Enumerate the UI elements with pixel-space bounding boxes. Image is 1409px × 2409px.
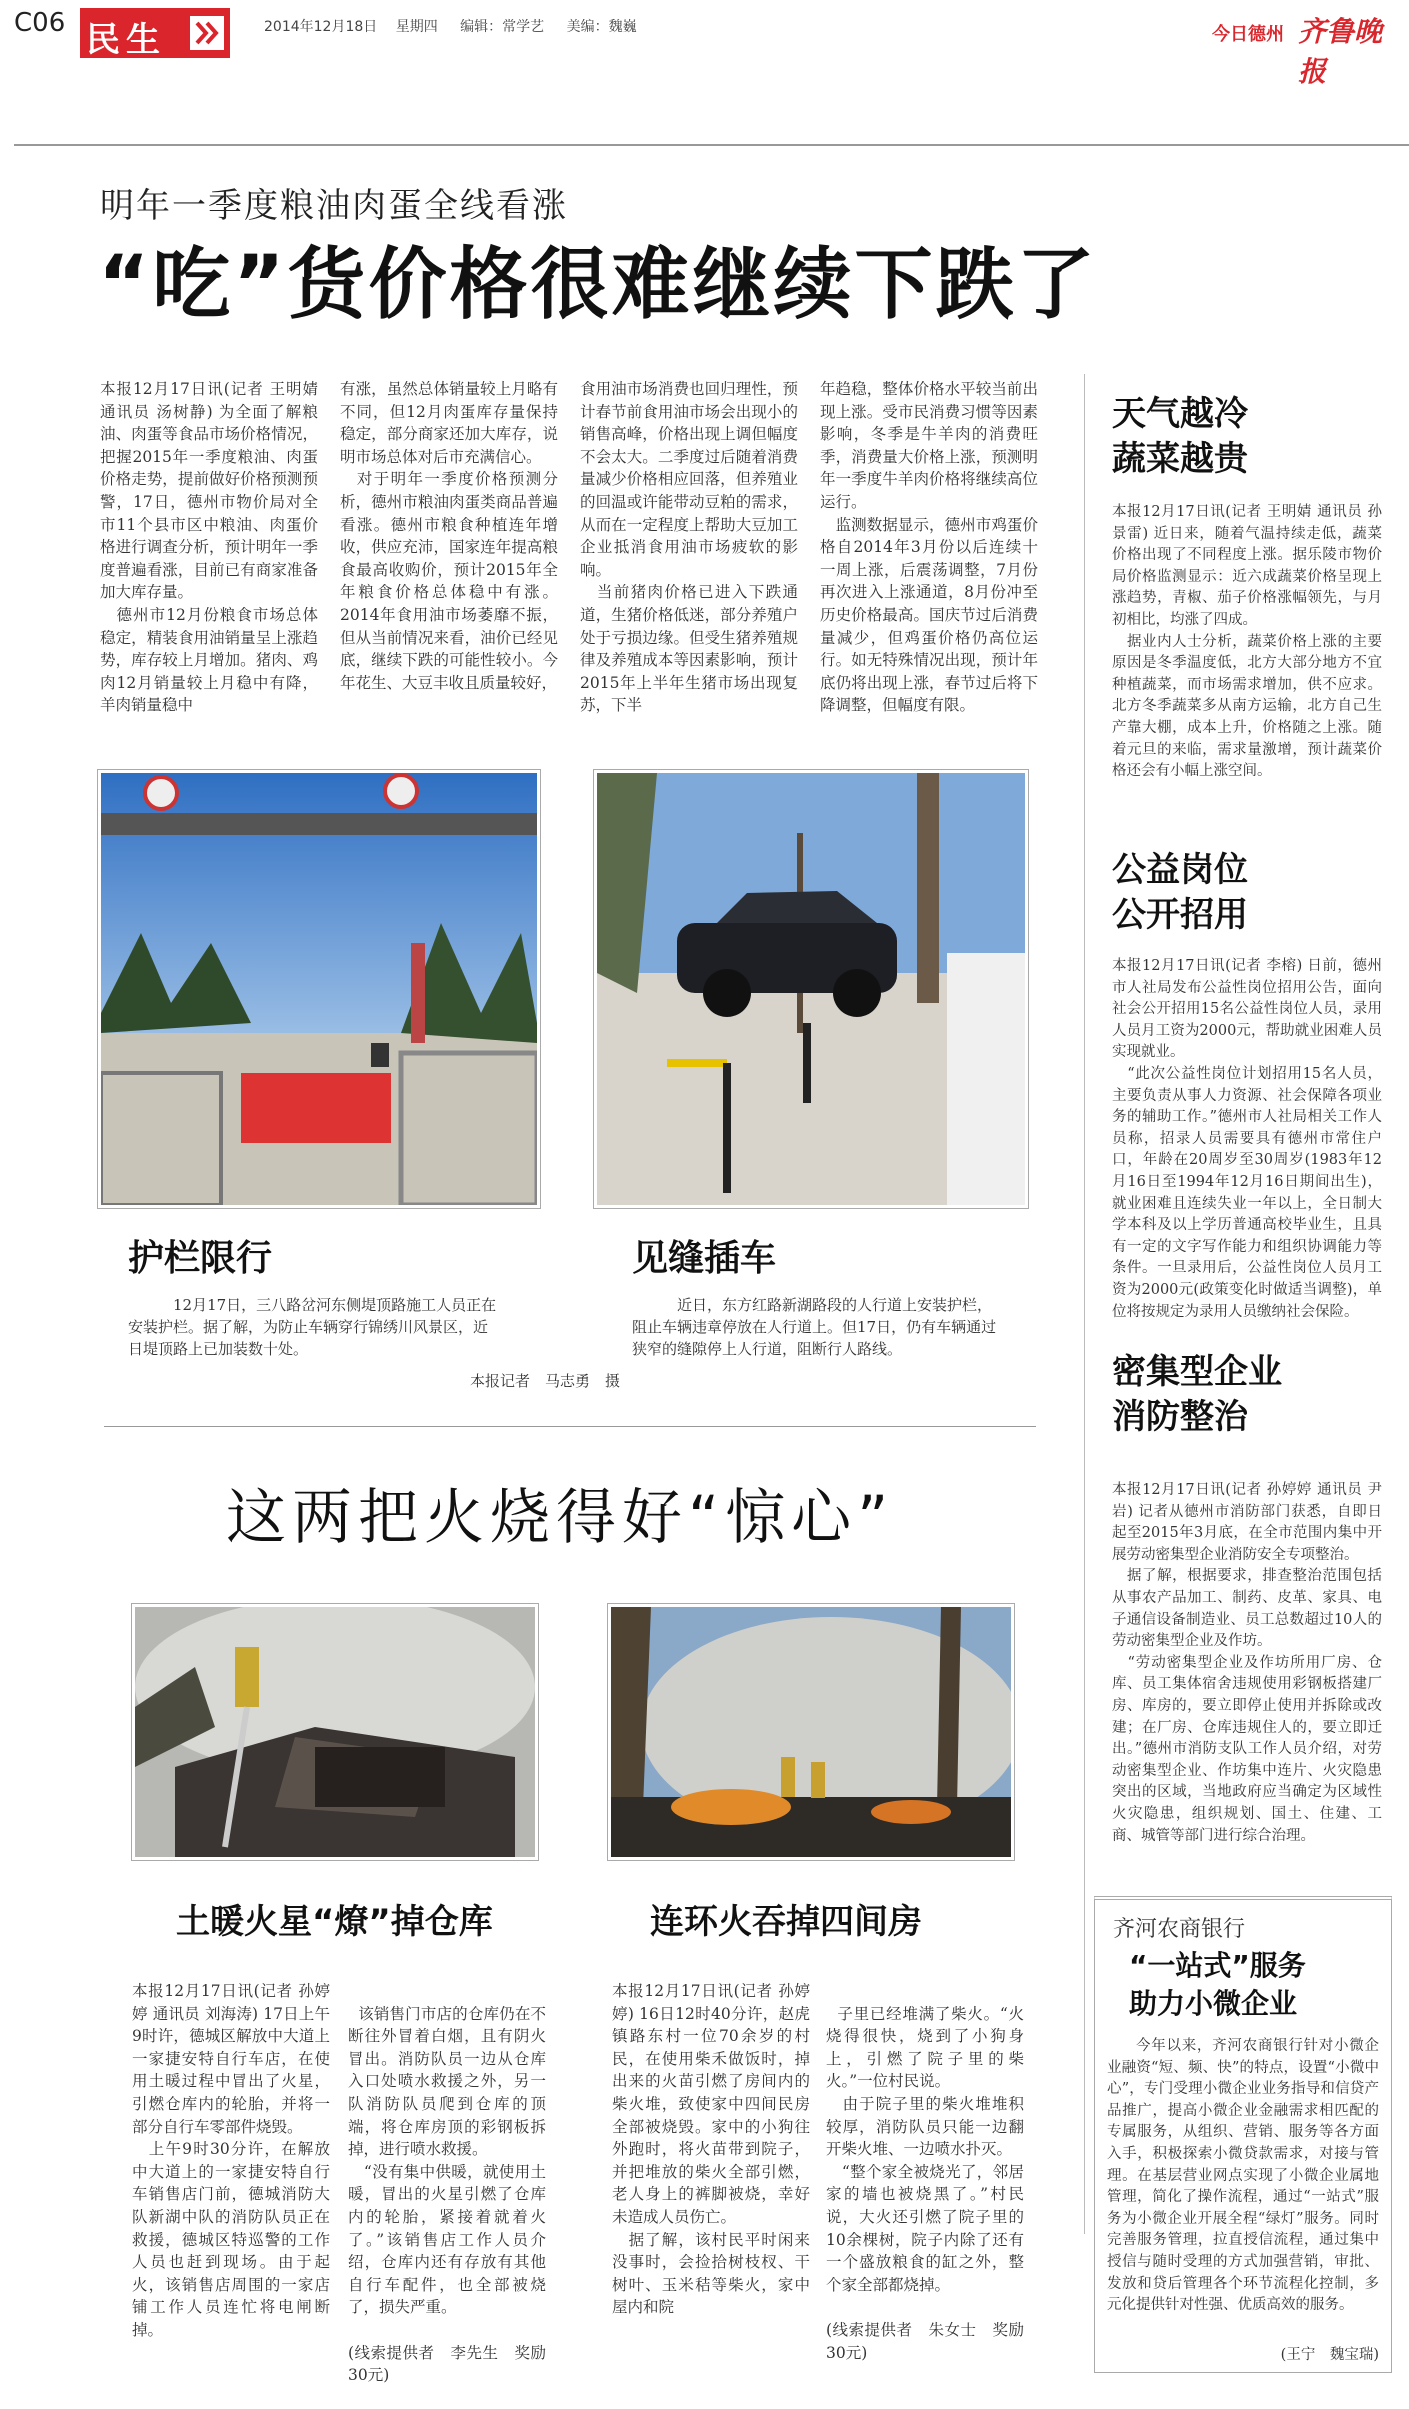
bank-byline: (王宁 魏宝瑞) (1280, 2347, 1379, 2363)
weekday: 星期四 (395, 19, 438, 35)
editor: 编辑：常学艺 (460, 19, 545, 35)
lead-col-1: 本报12月17日讯(记者 王明婧 通讯员 汤树静) 为全面了解粮油、肉蛋等食品市场价格情况，把握2015年一季度粮油、肉蛋价格走势，提前做好价格预测预警，17日，德州市物价局对全市11个县市区中粮油、肉蛋价格进行调查分析，预计明年一季度普遍看涨，目前已有商家准备加大库存量。 德州市12月份粮食市场总体稳定，精装食用油销量呈上涨趋势，库存较上月增加。猪肉、鸡肉12月销量较上月稳中有降，羊肉销量稳中 (100, 380, 318, 715)
side1-title-line1: 天气越冷 (1112, 394, 1248, 434)
photo-house-fire (608, 1604, 1014, 1860)
side1-title (1112, 392, 1248, 482)
section-tab (80, 8, 230, 58)
side2-title (1112, 848, 1248, 938)
lead-col-2: 有涨，虽然总体销量较上月略有不同，但12月肉蛋库存量保持稳定，部分商家还加大库存，说明市场总体对后市充满信心。 对于明年一季度价格预测分析，德州市粮油肉蛋类商品普遍看涨。德州市粮食种植连年增收，供应充沛，国家连年提高粮食最高收购价，预计2015年全年粮食价格总体稳中有涨。2014年食用油市场萎靡不振，但从当前情况来看，油价已经见底，继续下跌的可能性较小。今年花生、大豆丰收且质量较好， (340, 380, 558, 692)
side3-title (1112, 1350, 1282, 1440)
fire-col-4 (826, 1980, 1024, 2387)
bank-title-2: 助力小微企业 (1129, 1987, 1298, 2020)
bank-name: 齐河农商银行 (1113, 1917, 1246, 1942)
photo-right-caption: 近日，东方红路新湖路段的人行道上安装护栏，阻止车辆违章停放在人行道上。但17日，仍有车辆通过狭窄的缝隙停上人行道，阻断行人路线。 (632, 1296, 997, 1358)
sidebar-rule (1084, 374, 1085, 2234)
side3-title-line1: 密集型企业 (1112, 1352, 1282, 1392)
photo-right-title: 见缝插车 (632, 1238, 777, 1279)
side3-body: 本报12月17日讯(记者 孙婷婷 通讯员 尹岩) 记者从德州市消防部门获悉，自即日起至2015年3月底，在全市范围内集中开展劳动密集型企业消防安全专项整治。 据了解，根据要求，排查整治范围包括从事农产品加工、制药、皮革、家具、电子通信设备制造业、员工总数超过10人的劳动密集型企业及作坊。 “劳动密集型企业及作坊所用厂房、仓库、员工集体宿舍违规使用彩钢板搭建厂房、库房的，要立即停止使用并拆除或改建；在厂房、仓库违规住人的，要立即迁出。”德州市消防支队工作人员介绍，对劳动密集型企业、作坊集中连片、火灾隐患突出的区域，当地政府应当确定为区域性火灾隐患，组织规划、国土、住建、工商、城管等部门进行综合治理。 (1112, 1482, 1382, 1844)
bank-box (1094, 1896, 1392, 2373)
lead-col-3: 食用油市场消费也回归理性，预计春节前食用油市场会出现小的销售高峰，价格出现上调但幅度不会太大。二季度过后随着消费量减少价格相应回落，但养殖业的回温或许能带动豆粕的需求，从而在一定程度上帮助大豆加工企业抵消食用油市场疲软的影响。 当前猪肉价格已进入下跌通道，生猪价格低迷，部分养殖户处于亏损边缘。但受生猪养殖规律及养殖成本等因素影响，预计2015年上半年生猪市场出现复苏，下半 (580, 380, 798, 715)
fire-headline: 这两把火烧得好“惊心” (226, 1483, 895, 1553)
header-rule (14, 144, 1409, 146)
photo-credit: 本报记者 马志勇 摄 (470, 1372, 621, 1390)
lead-col-4: 年趋稳，整体价格水平较当前出现上涨。受市民消费习惯等因素影响，冬季是牛羊肉的消费旺季，消费量大价格上涨，预测明年一季度牛羊肉价格将继续高位运行。 监测数据显示，德州市鸡蛋价格自2014年3月份以后连续十一周上涨，后震荡调整，7月份再次进入上涨通道，8月份冲至历史价格最高。国庆节过后消费量减少，但鸡蛋价格仍高位运行。如无特殊情况出现，预计年底仍将出现上涨，春节过后将下降调整，但幅度有限。 (820, 380, 1038, 715)
photo-left-title: 护栏限行 (128, 1238, 273, 1279)
side2-title-line2: 公开招用 (1112, 895, 1248, 935)
brand-logo: 齐鲁晚报 (1298, 15, 1383, 88)
fire-col-4-text: 子里已经堆满了柴火。“火烧得很快，烧到了小狗身上，引燃了院子里的柴火。”一位村民说。 由于院子里的柴火堆堆积较厚，消防队员只能一边翻开柴火堆、一边喷水扑灭。 “整个家全被烧光了，邻居家的墙也被烧黑了。”村民说，大火还引燃了院子里的10余棵树，院子内除了还有一个盛放粮食的缸之外，整个家全部都烧掉。 (826, 2004, 1024, 2294)
section-rule (104, 1426, 1036, 1427)
side2-title-line1: 公益岗位 (1112, 850, 1248, 890)
designer: 美编：魏巍 (566, 19, 637, 35)
fire-col-2-tip: (线索提供者 李先生 奖励30元) (348, 2343, 546, 2385)
side2-body: 本报12月17日讯(记者 李榕) 日前，德州市人社局发布公益性岗位招用公告，面向社会公开招用15名公益性岗位人员，录用人员月工资为2000元，帮助就业困难人员实现就业。 “此次公益性岗位计划招用15名人员，主要负责从事人力资源、社会保障各项业务的辅助工作。”德州市人社局相关工作人员称，招录人员需要具有德州市常住户口，年龄在20周岁至30周岁(1983年12月16日至1994年12月16日期间出生)，就业困难且连续失业一年以上，全日制大学本科及以上学历普通高校毕业生，且具有一定的文字写作能力和组织协调能力等条件。一旦录用后，公益性岗位人员月工资为2000元(政策变化时做适当调整)，单位将按规定为录用人员缴纳社会保险。 (1112, 958, 1382, 1320)
fire-right-sub: 连环火吞掉四间房 (650, 1902, 922, 1942)
bank-body: 今年以来，齐河农商银行针对小微企业融资“短、频、快”的特点，设置“小微中心”，专门受理小微企业业务指导和信贷产品推广，提高小微企业金融需求相匹配的专属服务，从组织、营销、服务等各方面入手，积极探索小微贷款需求，对接与管理。在基层营业网点实现了小微企业属地管理，简化了操作流程，通过“一站式”服务为小微企业开展全程“绿灯”服务。同时完善服务管理，拉直授信流程，通过集中授信与随时受理的方式加强营销，审批、发放和贷后管理各个环节流程化控制，多元化提供针对性强、优质高效的服务。 (1107, 2038, 1379, 2314)
page-number: C06 (14, 8, 66, 38)
kicker: 明年一季度粮油肉蛋全线看涨 (100, 186, 568, 226)
photo-left-caption: 12月17日，三八路岔河东侧堤顶路施工人员正在安装护栏。据了解，为防止车辆穿行锦绣川风景区，近日堤顶路上已加装数十处。 (128, 1296, 497, 1358)
brand-small: 今日德州 (1212, 24, 1284, 45)
section-label: 民生 (86, 20, 166, 60)
fire-col-2 (348, 1980, 546, 2409)
double-chevron-icon (190, 16, 224, 50)
photo-warehouse-fire (132, 1604, 538, 1860)
photo-car (594, 770, 1028, 1208)
fire-col-3: 本报12月17日讯(记者 孙婷婷) 16日12时40分许，赵虎镇路东村一位70余岁的村民，在使用柴禾做饭时，掉出来的火苗引燃了房间内的柴火堆，致使家中四间民房全部被烧毁。家中的小狗往外跑时，将火苗带到院子，并把堆放的柴火全部引燃，老人身上的裤脚被烧，幸好未造成人员伤亡。 据了解，该村民平时闲来没事时，会捡拾树枝杈、干树叶、玉米秸等柴火，家中屋内和院 (612, 1982, 810, 2317)
bank-title-1: “一站式”服务 (1129, 1949, 1306, 1982)
side3-title-line2: 消防整治 (1112, 1397, 1248, 1437)
fire-col-2-text: 该销售门市店的仓库仍在不断往外冒着白烟，且有阴火冒出。消防队员一边从仓库入口处喷水救援之外，另一队消防队员爬到仓库的顶端，将仓库房顶的彩钢板拆掉，进行喷水救援。 “没有集中供暖，就使用土暖，冒出的火星引燃了仓库内的轮胎，紧接着就着火了。”该销售店工作人员介绍，仓库内还有存放有其他自行车配件，也全部被烧了，损失严重。 (348, 2004, 546, 2317)
side1-body: 本报12月17日讯(记者 王明婧 通讯员 孙景雷) 近日来，随着气温持续走低，蔬菜价格出现了不同程度上涨。据乐陵市物价局价格监测显示：近六成蔬菜价格呈现上涨趋势，青椒、茄子价格涨幅领先，与月初相比，均涨了四成。 据业内人士分析，蔬菜价格上涨的主要原因是冬季温度低，北方大部分地方不宜种植蔬菜，而市场需求增加，供不应求。北方冬季蔬菜多从南方运输，北方自己生产靠大棚，成本上升，价格随之上涨。随着元旦的来临，需求量激增，预计蔬菜价格还会有小幅上涨空间。 (1112, 504, 1382, 780)
fire-col-1: 本报12月17日讯(记者 孙婷婷 通讯员 刘海涛) 17日上午9时许，德城区解放中大道上一家捷安特自行车店，在使用土暖过程中冒出了火星，引燃仓库内的轮胎，并将一部分自行车零部件烧毁。 上午9时30分许，在解放中大道上的一家捷安特自行车销售店门前，德城消防大队新湖中队的消防队员正在救援，德城区特巡警的工作人员也赶到现场。由于起火，该销售店周围的一家店铺工作人员连忙将电闸断掉。 (132, 1982, 330, 2339)
date: 2014年12月18日 (264, 19, 378, 35)
photo-barrier (98, 770, 540, 1208)
dateline (264, 16, 637, 36)
fire-col-4-tip: (线索提供者 朱女士 奖励30元) (826, 2320, 1024, 2362)
headline: “吃”货价格很难继续下跌了 (98, 240, 1098, 330)
side1-title-line2: 蔬菜越贵 (1112, 439, 1248, 479)
fire-left-sub: 土暖火星“燎”掉仓库 (176, 1902, 493, 1942)
